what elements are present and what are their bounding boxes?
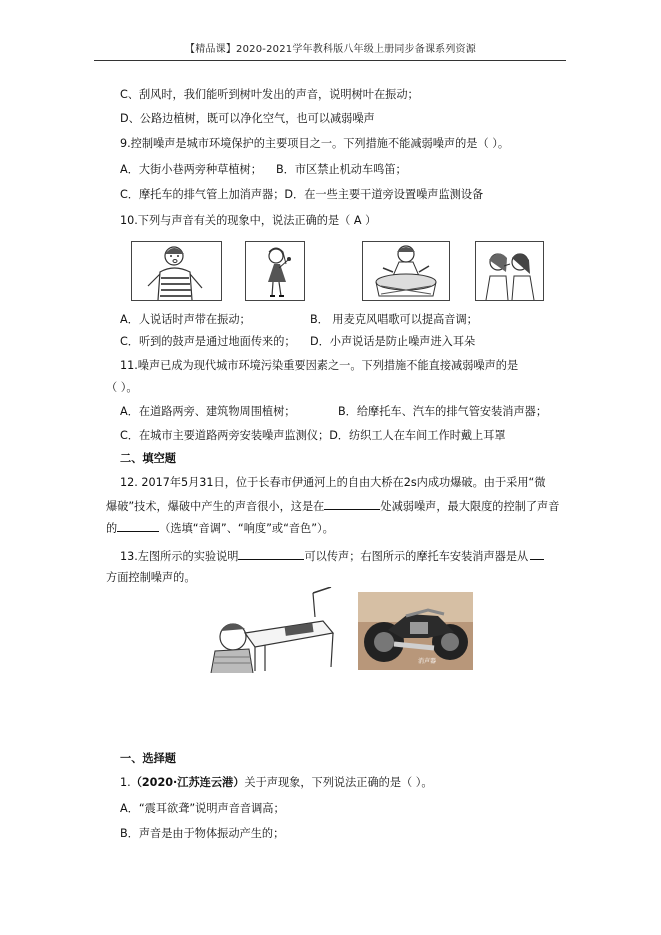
question-9: 9.控制噪声是城市环境保护的主要项目之一。下列措施不能减弱噪声的是（ ）。 [120, 137, 510, 150]
singing-child-figure [131, 241, 222, 301]
microphone-girl-icon [246, 242, 304, 300]
question-11-cont: （ ）。 [106, 381, 138, 394]
question-11: 11.噪声已成为现代城市环境污染重要因素之一。下列措施不能直接减弱噪声的是 [120, 359, 519, 372]
question-13 [120, 548, 544, 564]
q9-option-a: A．大街小巷两旁种草植树； [120, 163, 262, 176]
q10-option-c: C．听到的鼓声是通过地面传来的； [120, 335, 296, 348]
p1-stem: 关于声现象，下列说法正确的是（ ）。 [244, 776, 433, 789]
q12-blank-1[interactable] [324, 498, 380, 510]
q13-blank-2[interactable] [530, 548, 544, 560]
question-12: 12. 2017年5月31日，位于长春市伊通河上的自由大桥在2s内成功爆破。由于采用“微 [120, 476, 546, 489]
ear-on-desk-icon [205, 587, 337, 673]
whispering-girls-figure [475, 241, 544, 301]
p1-source: （2020·江苏连云港） [130, 776, 245, 789]
header-divider [94, 60, 566, 61]
p1-option-b: B．声音是由于物体振动产生的； [120, 827, 285, 840]
ear-on-desk-figure [205, 587, 337, 673]
q10-option-b: B． 用麦克风唱歌可以提高音调； [310, 313, 478, 326]
motorcycle-photo [358, 592, 473, 670]
q9-option-b: B．市区禁止机动车鸣笛； [276, 163, 407, 176]
q11-option-cd: C．在城市主要道路两旁安装噪声监测仪；D．纺织工人在车间工作时戴上耳罩 [120, 429, 506, 442]
q12-blank-2[interactable] [117, 520, 159, 532]
p1-number: 1. [120, 776, 131, 789]
motorcycle-icon [358, 592, 473, 670]
q12-text-b: 处减弱噪声，最大限度的控制了声音 [380, 500, 560, 513]
page-header: 【精品课】2020-2021学年教科版八年级上册同步备课系列资源 [185, 44, 476, 55]
whispering-girls-icon [476, 242, 543, 300]
question-13-cont: 方面控制噪声的。 [106, 571, 196, 584]
q11-option-a: A．在道路两旁、建筑物周围植树； [120, 405, 296, 418]
section-fill-blank: 二、填空题 [120, 452, 176, 465]
p1-option-a: A．“震耳欲聋”说明声音音调高； [120, 802, 285, 815]
microphone-girl-figure [245, 241, 305, 301]
question-12-line3 [106, 520, 334, 536]
drum-player-figure [362, 241, 450, 301]
photo-caption: 消声器 [418, 658, 437, 665]
question-10: 10.下列与声音有关的现象中，说法正确的是（ A ） [120, 214, 377, 227]
drum-player-icon [363, 242, 449, 300]
q12-text-c: 的 [106, 522, 118, 535]
q11-option-b: B．给摩托车、汽车的排气管安装消声器； [338, 405, 548, 418]
q13-blank-1[interactable] [238, 548, 304, 560]
q9-option-cd: C．摩托车的排气管上加消声器；D．在一些主要干道旁设置噪声监测设备 [120, 188, 484, 201]
singing-child-icon [132, 242, 221, 300]
question-12-line2 [106, 498, 559, 514]
option-d-line: D、公路边植树，既可以净化空气，也可以减弱噪声 [120, 112, 375, 125]
q10-option-a: A．人说话时声带在振动； [120, 313, 251, 326]
q12-text-d: （选填“音调”、“响度”或“音色”）。 [159, 522, 334, 535]
section-choice: 一、选择题 [120, 752, 176, 765]
practice-question-1 [120, 776, 433, 790]
q12-text-a: 爆破”技术，爆破中产生的声音很小，这是在 [106, 500, 325, 513]
option-c-line: C、刮风时，我们能听到树叶发出的声音，说明树叶在振动； [120, 88, 419, 101]
q13-text-b: 可以传声；右图所示的摩托车安装消声器是从 [304, 550, 529, 563]
q10-option-d: D．小声说话是防止噪声进入耳朵 [310, 335, 476, 348]
q13-text-a: 13.左图所示的实验说明 [120, 550, 239, 563]
